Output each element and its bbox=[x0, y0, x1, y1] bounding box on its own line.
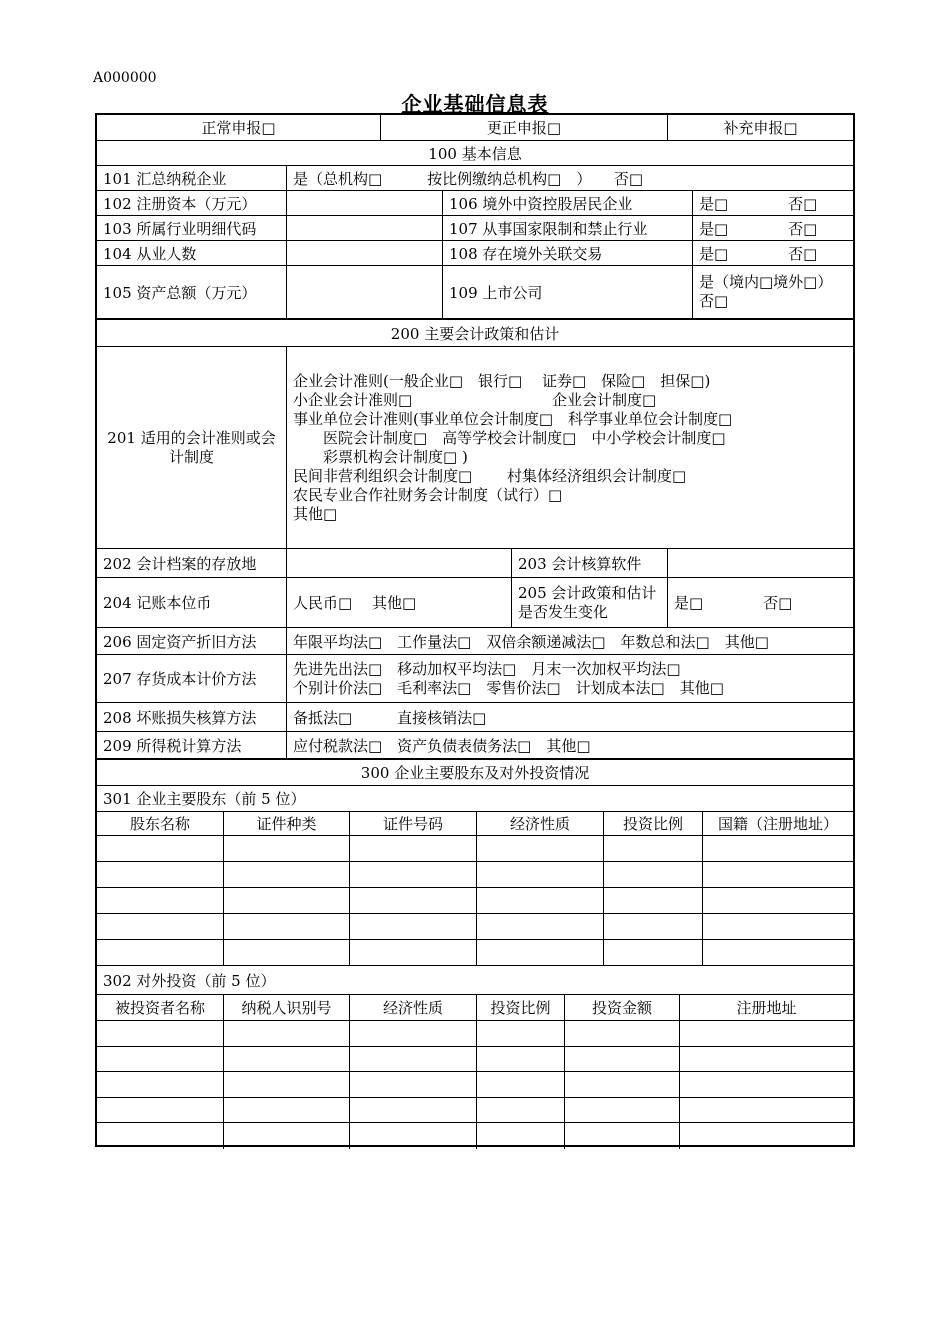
investment-cell[interactable] bbox=[223, 1123, 349, 1149]
row-201-label: 201 适用的会计准则或会计制度 bbox=[107, 428, 276, 466]
shareholder-cell[interactable] bbox=[476, 836, 603, 861]
investment-col-nature: 经济性质 bbox=[349, 995, 476, 1020]
investment-row bbox=[97, 1047, 853, 1073]
row-209-label: 209 所得税计算方法 bbox=[103, 736, 242, 755]
shareholder-cell[interactable] bbox=[223, 836, 349, 861]
shareholder-cell[interactable] bbox=[702, 836, 853, 861]
row-208-value[interactable]: 备抵法□ 直接核销法□ bbox=[286, 703, 853, 731]
report-type-correction[interactable]: 更正申报□ bbox=[380, 115, 667, 140]
shareholder-cell[interactable] bbox=[97, 862, 223, 887]
investment-cell[interactable] bbox=[223, 1021, 349, 1046]
row-301 bbox=[97, 786, 853, 812]
investment-cell[interactable] bbox=[349, 1021, 476, 1046]
shareholder-cell[interactable] bbox=[349, 836, 476, 861]
row-108-label: 108 存在境外关联交易 bbox=[442, 241, 692, 265]
shareholder-row bbox=[97, 862, 853, 888]
investment-cell[interactable] bbox=[349, 1072, 476, 1097]
row-302-label: 302 对外投资（前 5 位） bbox=[103, 972, 276, 990]
investment-cell[interactable] bbox=[349, 1123, 476, 1149]
row-101-value[interactable]: 是（总机构□ 按比例缴纳总机构□ ） 否□ bbox=[286, 166, 853, 190]
investment-cell[interactable] bbox=[679, 1123, 853, 1149]
form-title: 企业基础信息表 bbox=[401, 92, 549, 116]
shareholder-cell[interactable] bbox=[97, 888, 223, 913]
shareholder-cell[interactable] bbox=[349, 914, 476, 939]
row-208 bbox=[97, 703, 853, 732]
shareholder-col-id-type: 证件种类 bbox=[223, 812, 349, 835]
investment-row bbox=[97, 1123, 853, 1149]
investment-header-row bbox=[97, 995, 853, 1021]
row-101 bbox=[97, 166, 853, 191]
row-103-label: 103 所属行业明细代码 bbox=[103, 219, 257, 238]
row-109-value[interactable]: 是（境内□境外□） 否□ bbox=[692, 266, 853, 318]
row-201-options[interactable] bbox=[286, 347, 853, 548]
row-206 bbox=[97, 628, 853, 655]
report-type-row bbox=[97, 115, 853, 141]
row-109-label: 109 上市公司 bbox=[442, 266, 692, 318]
shareholder-cell[interactable] bbox=[223, 914, 349, 939]
investment-cell[interactable] bbox=[476, 1098, 564, 1123]
row-201 bbox=[97, 347, 853, 549]
row-202-label: 202 会计档案的存放地 bbox=[103, 554, 257, 573]
row-207-value[interactable] bbox=[286, 655, 853, 702]
row-204-label: 204 记账本位币 bbox=[103, 594, 212, 612]
row-201-line: 民间非营利组织会计制度□ 村集体经济组织会计制度□ bbox=[293, 467, 687, 485]
row-209-value[interactable]: 应付税款法□ 资产负债表债务法□ 其他□ bbox=[286, 732, 853, 758]
investment-col-amount: 投资金额 bbox=[564, 995, 679, 1020]
row-302 bbox=[97, 967, 853, 995]
investment-col-ratio: 投资比例 bbox=[476, 995, 564, 1020]
section-100-heading: 100 基本信息 bbox=[428, 144, 522, 163]
shareholder-cell[interactable] bbox=[603, 914, 702, 939]
row-205-label: 205 会计政策和估计是否发生变化 bbox=[511, 578, 667, 627]
row-208-label: 208 坏账损失核算方法 bbox=[103, 708, 257, 727]
investment-cell[interactable] bbox=[679, 1072, 853, 1097]
investment-cell[interactable] bbox=[564, 1123, 679, 1149]
investment-cell[interactable] bbox=[679, 1098, 853, 1123]
shareholder-cell[interactable] bbox=[603, 862, 702, 887]
section-200-heading-row bbox=[97, 320, 853, 347]
investment-row bbox=[97, 1072, 853, 1098]
shareholder-cell[interactable] bbox=[702, 940, 853, 965]
shareholder-col-nature: 经济性质 bbox=[476, 812, 603, 835]
row-105-label: 105 资产总额（万元） bbox=[103, 283, 257, 302]
row-202-203 bbox=[97, 549, 853, 578]
investment-row bbox=[97, 1098, 853, 1124]
row-105-109 bbox=[97, 266, 853, 320]
row-102-106 bbox=[97, 191, 853, 216]
shareholder-cell[interactable] bbox=[223, 940, 349, 965]
shareholder-row bbox=[97, 836, 853, 862]
row-203-label: 203 会计核算软件 bbox=[511, 549, 667, 577]
row-202-value[interactable] bbox=[286, 549, 511, 577]
shareholder-cell[interactable] bbox=[97, 914, 223, 939]
row-201-line: 企业会计准则(一般企业□ 银行□ 证券□ 保险□ 担保□) bbox=[293, 372, 711, 390]
shareholder-cell[interactable] bbox=[476, 862, 603, 887]
row-103-value[interactable] bbox=[286, 216, 442, 240]
row-104-108 bbox=[97, 241, 853, 266]
row-206-label: 206 固定资产折旧方法 bbox=[103, 632, 257, 651]
investment-cell[interactable] bbox=[223, 1047, 349, 1072]
investment-cell[interactable] bbox=[223, 1072, 349, 1097]
shareholder-header-row bbox=[97, 812, 853, 836]
shareholder-cell[interactable] bbox=[702, 862, 853, 887]
row-204-value[interactable]: 人民币□ 其他□ bbox=[286, 578, 511, 627]
shareholder-cell[interactable] bbox=[476, 888, 603, 913]
row-209 bbox=[97, 732, 853, 760]
row-104-value[interactable] bbox=[286, 241, 442, 265]
shareholder-col-nationality: 国籍（注册地址） bbox=[702, 812, 853, 835]
row-201-line: 医院会计制度□ 高等学校会计制度□ 中小学校会计制度□ bbox=[293, 429, 726, 447]
row-201-line: 彩票机构会计制度□ ) bbox=[293, 448, 468, 466]
row-206-value[interactable]: 年限平均法□ 工作量法□ 双倍余额递减法□ 年数总和法□ 其他□ bbox=[286, 628, 853, 654]
report-type-supplement[interactable]: 补充申报□ bbox=[667, 115, 853, 140]
row-103-107 bbox=[97, 216, 853, 241]
shareholder-cell[interactable] bbox=[476, 940, 603, 965]
shareholder-col-name: 股东名称 bbox=[129, 815, 190, 833]
shareholder-col-id-number: 证件号码 bbox=[349, 812, 476, 835]
report-type-normal[interactable]: 正常申报□ bbox=[201, 119, 276, 137]
row-203-value[interactable] bbox=[667, 549, 853, 577]
investment-cell[interactable] bbox=[564, 1072, 679, 1097]
row-106-value[interactable]: 是□ 否□ bbox=[692, 191, 853, 215]
investment-cell[interactable] bbox=[97, 1098, 223, 1123]
investment-cell[interactable] bbox=[97, 1047, 223, 1072]
section-100-heading-row bbox=[97, 141, 853, 166]
row-204-205 bbox=[97, 578, 853, 628]
investment-cell[interactable] bbox=[223, 1098, 349, 1123]
shareholder-cell[interactable] bbox=[476, 914, 603, 939]
investment-cell[interactable] bbox=[476, 1021, 564, 1046]
shareholder-row bbox=[97, 940, 853, 966]
shareholder-cell[interactable] bbox=[702, 888, 853, 913]
investment-cell[interactable] bbox=[476, 1072, 564, 1097]
row-101-label: 101 汇总纳税企业 bbox=[103, 169, 227, 188]
investment-cell[interactable] bbox=[564, 1047, 679, 1072]
shareholder-cell[interactable] bbox=[702, 914, 853, 939]
investment-row bbox=[97, 1021, 853, 1047]
shareholder-row bbox=[97, 888, 853, 914]
row-207 bbox=[97, 655, 853, 703]
row-104-label: 104 从业人数 bbox=[103, 244, 197, 263]
section-300-heading: 300 企业主要股东及对外投资情况 bbox=[360, 764, 590, 782]
section-200-heading: 200 主要会计政策和估计 bbox=[390, 324, 560, 343]
row-301-label: 301 企业主要股东（前 5 位） bbox=[103, 790, 306, 808]
shareholder-row bbox=[97, 914, 853, 940]
section-300-heading-row bbox=[97, 760, 853, 786]
investment-cell[interactable] bbox=[476, 1123, 564, 1149]
shareholder-cell[interactable] bbox=[603, 940, 702, 965]
investment-col-taxpayer-id: 纳税人识别号 bbox=[223, 995, 349, 1020]
shareholder-cell[interactable] bbox=[349, 888, 476, 913]
investment-col-address: 注册地址 bbox=[679, 995, 853, 1020]
investment-cell[interactable] bbox=[97, 1021, 223, 1046]
investment-cell[interactable] bbox=[349, 1098, 476, 1123]
row-207-line-2: 个别计价法□ 毛利率法□ 零售价法□ 计划成本法□ 其他□ bbox=[293, 678, 724, 697]
row-107-value[interactable]: 是□ 否□ bbox=[692, 216, 853, 240]
investment-cell[interactable] bbox=[97, 1123, 223, 1149]
shareholder-cell[interactable] bbox=[223, 862, 349, 887]
investment-cell[interactable] bbox=[679, 1021, 853, 1046]
shareholder-cell[interactable] bbox=[97, 836, 223, 861]
row-108-value[interactable]: 是□ 否□ bbox=[692, 241, 853, 265]
row-201-line: 小企业会计准则□ 企业会计制度□ bbox=[293, 391, 657, 409]
row-107-label: 107 从事国家限制和禁止行业 bbox=[442, 216, 692, 240]
shareholder-col-ratio: 投资比例 bbox=[603, 812, 702, 835]
investment-cell[interactable] bbox=[97, 1072, 223, 1097]
row-201-line: 农民专业合作社财务会计制度（试行）□ bbox=[293, 486, 563, 504]
row-105-value[interactable] bbox=[286, 266, 442, 318]
form-table bbox=[95, 113, 855, 1147]
shareholder-cell[interactable] bbox=[603, 888, 702, 913]
investment-cell[interactable] bbox=[349, 1047, 476, 1072]
row-205-value[interactable]: 是□ 否□ bbox=[667, 578, 853, 627]
row-106-label: 106 境外中资控股居民企业 bbox=[442, 191, 692, 215]
shareholder-cell[interactable] bbox=[97, 940, 223, 965]
form-code: A000000 bbox=[93, 70, 157, 86]
investment-cell[interactable] bbox=[476, 1047, 564, 1072]
row-201-line: 事业单位会计准则(事业单位会计制度□ 科学事业单位会计制度□ bbox=[293, 410, 733, 428]
investment-col-name: 被投资者名称 bbox=[114, 999, 205, 1017]
shareholder-cell[interactable] bbox=[349, 940, 476, 965]
investment-cell[interactable] bbox=[564, 1098, 679, 1123]
shareholder-cell[interactable] bbox=[349, 862, 476, 887]
investment-cell[interactable] bbox=[679, 1047, 853, 1072]
shareholder-cell[interactable] bbox=[603, 836, 702, 861]
row-102-value[interactable] bbox=[286, 191, 442, 215]
shareholder-cell[interactable] bbox=[223, 888, 349, 913]
row-102-label: 102 注册资本（万元） bbox=[103, 194, 257, 213]
row-201-line: 其他□ bbox=[293, 505, 338, 523]
investment-cell[interactable] bbox=[564, 1021, 679, 1046]
row-207-label: 207 存货成本计价方法 bbox=[103, 670, 257, 688]
row-207-line-1: 先进先出法□ 移动加权平均法□ 月末一次加权平均法□ bbox=[293, 659, 681, 678]
